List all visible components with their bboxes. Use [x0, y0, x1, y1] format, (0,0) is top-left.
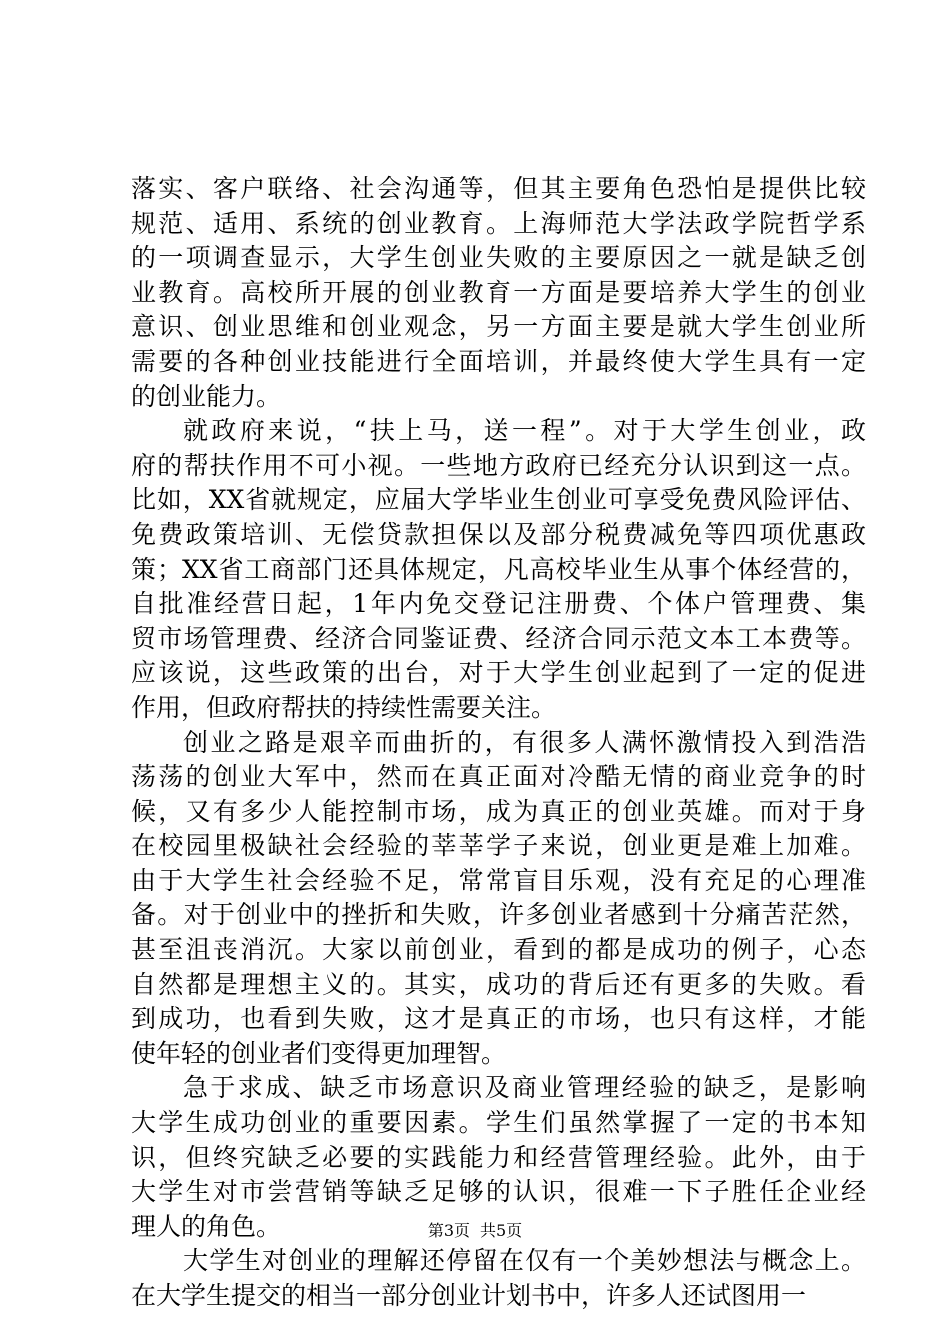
text-line: 贸市场管理费、经济合同鉴证费、经济合同示范文本工本费等。 — [131, 623, 866, 653]
text-line: 的一项调查显示，大学生创业失败的主要原因之一就是缺乏创 — [131, 243, 866, 273]
text-line: 业教育。高校所开展的创业教育一方面是要培养大学生的创业 — [131, 277, 866, 307]
text-line: 在校园里极缺社会经验的莘莘学子来说，创业更是难上加难。 — [131, 831, 866, 861]
text-line: 自然都是理想主义的。其实，成功的背后还有更多的失败。看 — [131, 969, 866, 999]
text-line: 候，又有多少人能控制市场，成为真正的创业英雄。而对于身 — [131, 796, 866, 826]
text-line: 识，但终究缺乏必要的实践能力和经营管理经验。此外，由于 — [131, 1142, 866, 1172]
paragraph — [131, 726, 866, 1072]
text-line: 甚至沮丧消沉。大家以前创业，看到的都是成功的例子，心态 — [131, 935, 866, 965]
text-line: 由于大学生社会经验不足，常常盲目乐观，没有充足的心理准 — [131, 865, 866, 895]
paragraph — [131, 172, 866, 414]
text-line: 急于求成、缺乏市场意识及商业管理经验的缺乏，是影响 — [183, 1073, 866, 1103]
text-line: 创业之路是艰辛而曲折的，有很多人满怀激情投入到浩浩 — [183, 727, 866, 757]
text-line: 大学生对市尝营销等缺乏足够的认识，很难一下子胜任企业经 — [131, 1177, 866, 1207]
text-line: 比如，XX省就规定，应届大学毕业生创业可享受免费风险评估、 — [131, 485, 866, 515]
text-line: 的创业能力。 — [131, 381, 282, 411]
paragraph — [131, 1244, 866, 1313]
text-line: 荡荡的创业大军中，然而在真正面对冷酷无情的商业竞争的时 — [131, 762, 866, 792]
text-line: 备。对于创业中的挫折和失败，许多创业者感到十分痛苦茫然， — [131, 900, 866, 930]
text-line: 意识、创业思维和创业观念，另一方面主要是就大学生创业所 — [131, 312, 866, 342]
page-number: 第3页 — [427, 1221, 470, 1240]
text-line: 策；XX省工商部门还具体规定，凡高校毕业生从事个体经营的， — [131, 554, 866, 584]
text-line: 在大学生提交的相当一部分创业计划书中，许多人还试图用一 — [131, 1281, 807, 1310]
text-line: 到成功，也看到失败，这才是真正的市场，也只有这样，才能 — [131, 1004, 866, 1034]
paragraph — [131, 414, 866, 725]
text-line: 使年轻的创业者们变得更加理智。 — [131, 1038, 507, 1068]
text-line: 大学生对创业的理解还停留在仅有一个美妙想法与概念上。 — [183, 1246, 866, 1276]
text-line: 理人的角色。 — [131, 1211, 282, 1241]
document-body — [131, 172, 866, 1314]
text-line: 需要的各种创业技能进行全面培训，并最终使大学生具有一定 — [131, 346, 866, 376]
text-line: 大学生成功创业的重要因素。学生们虽然掌握了一定的书本知 — [131, 1108, 866, 1138]
text-line: 府的帮扶作用不可小视。一些地方政府已经充分认识到这一点。 — [131, 450, 866, 480]
text-line: 应该说，这些政策的出台，对于大学生创业起到了一定的促进 — [131, 658, 866, 688]
text-line: 免费政策培训、无偿贷款担保以及部分税费减免等四项优惠政 — [131, 519, 866, 549]
page-total: 共5页 — [480, 1221, 523, 1240]
text-line: 落实、客户联络、社会沟通等，但其主要角色恐怕是提供比较 — [131, 174, 866, 203]
text-line: 作用，但政府帮扶的持续性需要关注。 — [131, 692, 557, 722]
text-line: 就政府来说，“扶上马，送一程”。对于大学生创业，政 — [183, 416, 866, 446]
text-line: 自批准经营日起，1年内免交登记注册费、个体户管理费、集 — [131, 589, 866, 619]
text-line: 规范、适用、系统的创业教育。上海师范大学法政学院哲学系 — [131, 208, 866, 238]
page-footer — [0, 1218, 950, 1241]
